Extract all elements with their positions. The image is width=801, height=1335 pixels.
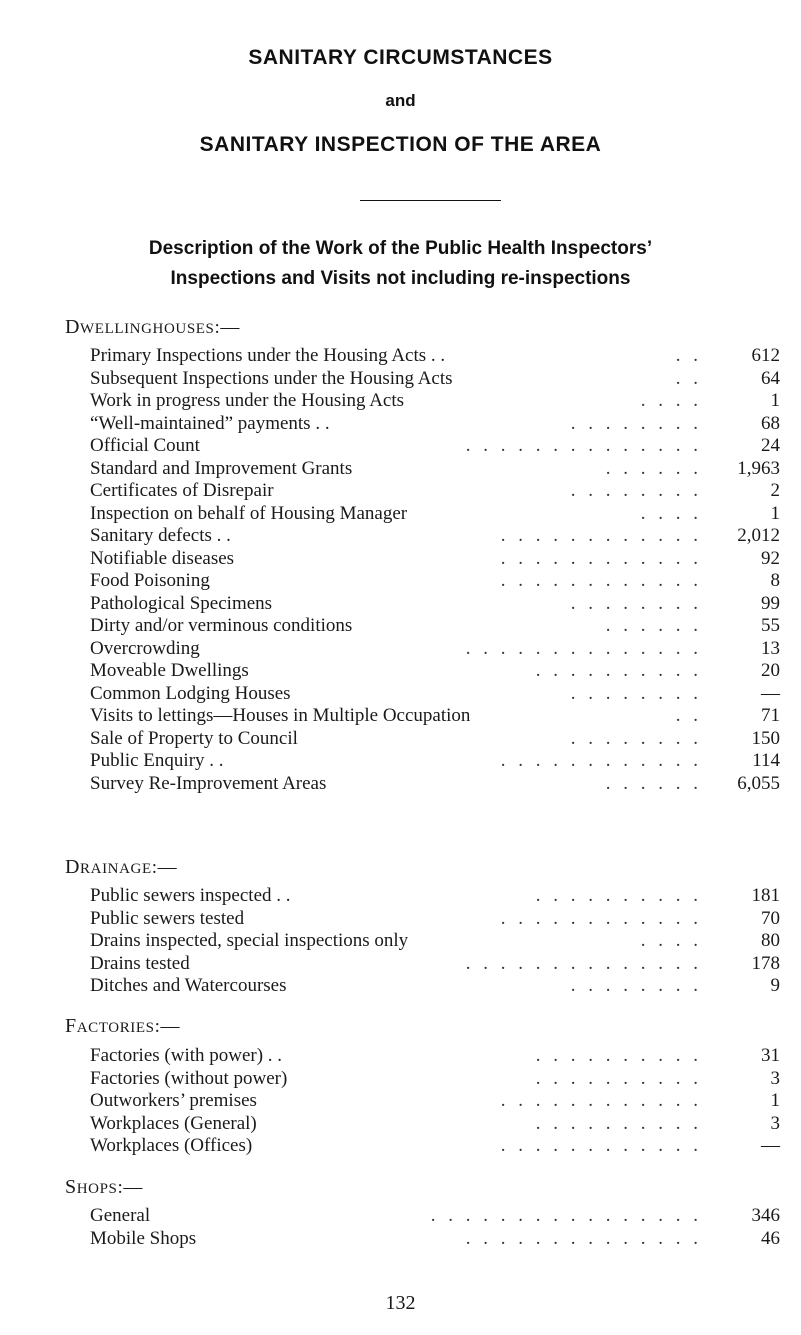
row-leader-dots: . . . . . . . . . . . .	[500, 1135, 702, 1157]
row-value: 1	[770, 1090, 780, 1112]
section-heading-rest: HOPS	[76, 1181, 118, 1197]
table-row	[90, 1226, 780, 1252]
row-label: Certificates of Disrepair	[90, 480, 274, 501]
row-value: 612	[751, 345, 780, 366]
row-value: 1	[770, 502, 780, 524]
row-value: 346	[751, 1205, 780, 1226]
section-heading-suffix: :—	[151, 857, 178, 878]
row-value: 80	[761, 930, 780, 952]
row-label: Outworkers’ premises	[90, 1090, 257, 1112]
row-label: “Well-maintained” payments . .	[90, 412, 330, 434]
row-label: Drains tested	[90, 952, 190, 974]
row-leader-dots: . . . . . . . . . .	[535, 660, 702, 681]
row-label: Dirty and/or verminous conditions	[90, 615, 353, 636]
row-label: Moveable Dwellings	[90, 660, 249, 681]
row-label: Overcrowding	[90, 637, 200, 659]
row-label: Public Enquiry . .	[90, 750, 224, 771]
row-label: Pathological Specimens	[90, 592, 273, 614]
page-number: 132	[385, 1292, 416, 1314]
row-label: Subsequent Inspections under the Housing Acts	[90, 367, 453, 389]
row-label: Official Count	[90, 435, 200, 456]
row-leader-dots: . . . . . . . . . . . . . . . .	[430, 1205, 702, 1226]
row-label: Standard and Improvement Grants	[90, 457, 353, 479]
row-leader-dots: . . . .	[640, 390, 702, 411]
row-value: 13	[761, 637, 780, 659]
row-leader-dots: . . . .	[640, 502, 702, 524]
row-value: 2	[770, 480, 780, 501]
row-leader-dots: . . . . . . . . . . . . . .	[465, 637, 702, 659]
section-heading-initial: D	[65, 316, 81, 338]
row-label: Public sewers inspected . .	[90, 885, 291, 906]
row-value: 71	[761, 705, 780, 726]
row-value: 31	[761, 1045, 780, 1066]
row-leader-dots: . .	[675, 705, 702, 726]
row-leader-dots: . . . . . . . . . . . .	[500, 525, 702, 546]
row-label: Workplaces (Offices)	[90, 1135, 253, 1157]
row-label: Primary Inspections under the Housing Acts . .	[90, 345, 446, 366]
row-label: Work in progress under the Housing Acts	[90, 390, 405, 411]
section-heading-rest: RAINAGE	[80, 861, 152, 877]
row-value: 70	[761, 907, 780, 929]
row-leader-dots: . . . . . . . .	[570, 682, 702, 704]
section-heading-dwellinghouses	[65, 316, 240, 339]
row-leader-dots: . . . . . . . .	[570, 592, 702, 614]
row-value: 46	[761, 1227, 780, 1249]
row-value: 99	[761, 592, 780, 614]
row-label: Common Lodging Houses	[90, 682, 291, 704]
section-heading-shops	[65, 1176, 143, 1199]
row-leader-dots: . . . . . . . . . . . . . .	[465, 1227, 702, 1249]
table-row	[90, 973, 780, 999]
divider-rule	[360, 200, 501, 201]
row-leader-dots: . . . .	[640, 930, 702, 952]
section-heading-suffix: :—	[154, 1016, 181, 1037]
row-label: Notifiable diseases	[90, 547, 235, 569]
row-leader-dots: . . . . . . . . . .	[535, 1067, 702, 1089]
row-value: 181	[751, 885, 780, 906]
row-label: Ditches and Watercourses	[90, 975, 287, 997]
section-heading-initial: F	[65, 1015, 77, 1037]
row-label: Inspection on behalf of Housing Manager	[90, 502, 408, 524]
title-conjunction: and	[385, 91, 416, 110]
row-leader-dots: . . . . . . . .	[570, 480, 702, 501]
row-value: 1	[770, 390, 780, 411]
row-label: Public sewers tested	[90, 907, 245, 929]
row-label: Factories (without power)	[90, 1067, 288, 1089]
row-value: 92	[761, 547, 780, 569]
row-leader-dots: . . . . . . . . . . . .	[500, 907, 702, 929]
row-leader-dots: . .	[675, 367, 702, 389]
report-title: SANITARY CIRCUMSTANCES	[248, 46, 553, 69]
row-leader-dots: . . . . . . . . . . . . . .	[465, 435, 702, 456]
row-leader-dots: . . . . . .	[605, 457, 702, 479]
section-heading-rest: WELLINGHOUSES	[80, 321, 215, 337]
row-leader-dots: . . . . . . . . . . . .	[500, 570, 702, 591]
section-heading-suffix: :—	[117, 1177, 143, 1198]
row-leader-dots: . . . . . .	[605, 772, 702, 794]
report-title-line2: SANITARY INSPECTION OF THE AREA	[199, 133, 602, 156]
row-value: 6,055	[737, 772, 780, 794]
section-heading-factories	[65, 1015, 180, 1038]
row-leader-dots: . . . . . . . .	[570, 412, 702, 434]
row-label: Workplaces (General)	[90, 1112, 257, 1134]
row-value: —	[761, 682, 780, 704]
row-value: 3	[770, 1067, 780, 1089]
row-label: Drains inspected, special inspections only	[90, 930, 409, 952]
row-leader-dots: . . . . . . . . . .	[535, 1112, 702, 1134]
row-label: Survey Re-Improvement Areas	[90, 772, 327, 794]
row-leader-dots: . . . . . . . . . . . .	[500, 547, 702, 569]
row-leader-dots: . . . . . . . .	[570, 727, 702, 749]
row-value: 64	[761, 367, 780, 389]
row-leader-dots: . . . . . . . . . . . .	[500, 750, 702, 771]
section-heading-drainage	[65, 856, 177, 879]
section-heading-rest: ACTORIES	[76, 1020, 155, 1036]
row-leader-dots: . . . . . . . .	[570, 975, 702, 997]
row-value: 3	[770, 1112, 780, 1134]
row-value: 150	[751, 727, 780, 749]
row-value: 20	[761, 660, 780, 681]
subtitle-line2: Inspections and Visits not including re-inspections	[170, 268, 631, 289]
row-leader-dots: . . . . . . . . . .	[535, 1045, 702, 1066]
row-value: 9	[770, 975, 780, 997]
section-heading-suffix: :—	[214, 317, 240, 338]
section-heading-initial: D	[65, 856, 81, 878]
section-heading-initial: S	[65, 1176, 77, 1198]
subtitle-line1: Description of the Work of the Public Health Inspectors’	[148, 238, 653, 259]
table-row	[90, 1133, 780, 1159]
row-value: 68	[761, 412, 780, 434]
row-value: 178	[751, 952, 780, 974]
row-value: 8	[770, 570, 780, 591]
row-value: 55	[761, 615, 780, 636]
row-value: 114	[752, 750, 780, 771]
row-leader-dots: . . . . . .	[605, 615, 702, 636]
row-leader-dots: . . . . . . . . . . . . . .	[465, 952, 702, 974]
row-label: Visits to lettings—Houses in Multiple Occupation	[90, 705, 471, 726]
row-label: General	[90, 1205, 151, 1226]
row-value: 2,012	[737, 525, 780, 546]
table-row	[90, 771, 780, 797]
row-label: Sanitary defects . .	[90, 525, 231, 546]
row-leader-dots: . . . . . . . . . .	[535, 885, 702, 906]
row-leader-dots: . . . . . . . . . . . .	[500, 1090, 702, 1112]
row-value: 1,963	[737, 457, 780, 479]
row-leader-dots: . .	[675, 345, 702, 366]
row-label: Factories (with power) . .	[90, 1045, 283, 1066]
row-label: Food Poisoning	[90, 570, 210, 591]
row-label: Sale of Property to Council	[90, 727, 298, 749]
row-label: Mobile Shops	[90, 1227, 197, 1249]
row-value: —	[761, 1135, 780, 1157]
row-value: 24	[761, 435, 780, 456]
